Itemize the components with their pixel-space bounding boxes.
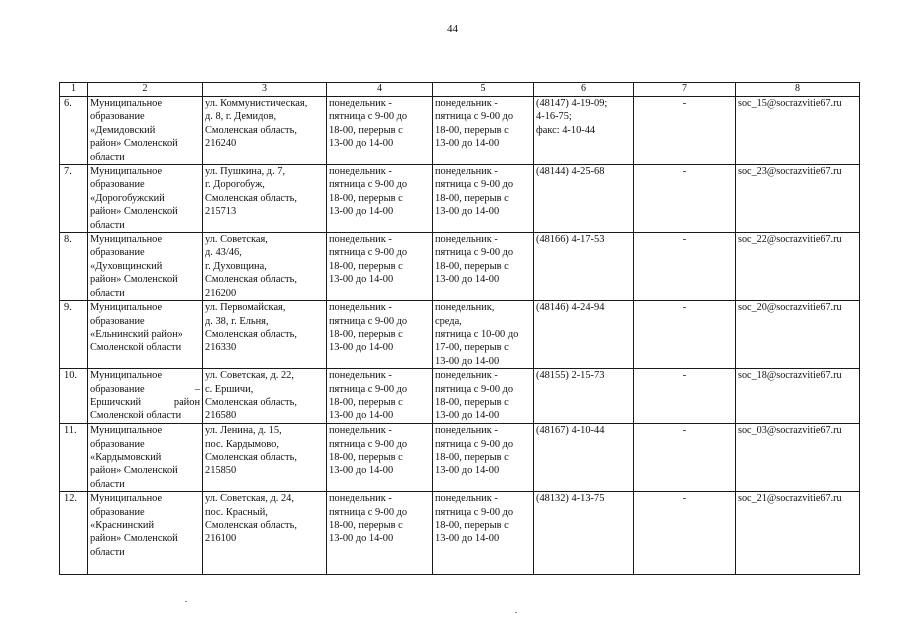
working-hours: понедельник - пятница с 9-00 до 18-00, перерыв с 13-00 до 14-00 <box>327 492 433 575</box>
name-line: Ершичский район <box>90 396 200 408</box>
reception-hours: понедельник - пятница с 9-00 до 18-00, перерыв с 13-00 до 14-00 <box>433 492 534 575</box>
column-header: 2 <box>88 83 203 97</box>
municipality-name: Муниципальное образование «Духовщинский район» Смоленской области <box>88 233 203 301</box>
table-row <box>60 97 860 165</box>
social-services-table <box>59 82 860 575</box>
address: ул. Пушкина, д. 7, г. Дорогобуж, Смоленская область, 215713 <box>203 165 327 233</box>
column-7-value: - <box>634 424 736 492</box>
email: soc_21@socrazvitie67.ru <box>736 492 860 575</box>
email: soc_20@socrazvitie67.ru <box>736 301 860 369</box>
phone: (48166) 4-17-53 <box>534 233 634 301</box>
municipality-name: Муниципальное образование «Кардымовский район» Смоленской области <box>88 424 203 492</box>
address: ул. Ленина, д. 15, пос. Кардымово, Смоленская область, 215850 <box>203 424 327 492</box>
working-hours: понедельник - пятница с 9-00 до 18-00, перерыв с 13-00 до 14-00 <box>327 165 433 233</box>
email: soc_03@socrazvitie67.ru <box>736 424 860 492</box>
table-row <box>60 301 860 369</box>
reception-hours: понедельник - пятница с 9-00 до 18-00, перерыв с 13-00 до 14-00 <box>433 165 534 233</box>
column-7-value: - <box>634 492 736 575</box>
reception-hours: понедельник - пятница с 9-00 до 18-00, перерыв с 13-00 до 14-00 <box>433 369 534 424</box>
table-row <box>60 165 860 233</box>
table-row <box>60 492 860 575</box>
municipality-name: Муниципальное образование «Демидовский район» Смоленской области <box>88 97 203 165</box>
working-hours: понедельник - пятница с 9-00 до 18-00, перерыв с 13-00 до 14-00 <box>327 301 433 369</box>
column-header: 4 <box>327 83 433 97</box>
email: soc_22@socrazvitie67.ru <box>736 233 860 301</box>
phone: (48146) 4-24-94 <box>534 301 634 369</box>
email: soc_15@socrazvitie67.ru <box>736 97 860 165</box>
column-7-value: - <box>634 369 736 424</box>
row-number: 6. <box>60 97 88 165</box>
column-header: 3 <box>203 83 327 97</box>
municipality-name <box>88 369 203 424</box>
reception-hours: понедельник - пятница с 9-00 до 18-00, перерыв с 13-00 до 14-00 <box>433 424 534 492</box>
column-7-value: - <box>634 97 736 165</box>
scan-speck <box>185 601 187 602</box>
row-number: 12. <box>60 492 88 575</box>
working-hours: понедельник - пятница с 9-00 до 18-00, перерыв с 13-00 до 14-00 <box>327 424 433 492</box>
column-header: 1 <box>60 83 88 97</box>
column-header: 5 <box>433 83 534 97</box>
email: soc_23@socrazvitie67.ru <box>736 165 860 233</box>
name-line: Муниципальное <box>90 370 163 382</box>
working-hours: понедельник - пятница с 9-00 до 18-00, перерыв с 13-00 до 14-00 <box>327 97 433 165</box>
phone: (48144) 4-25-68 <box>534 165 634 233</box>
column-number-row <box>60 83 860 97</box>
working-hours: понедельник - пятница с 9-00 до 18-00, перерыв с 13-00 до 14-00 <box>327 369 433 424</box>
reception-hours: понедельник - пятница с 9-00 до 18-00, перерыв с 13-00 до 14-00 <box>433 233 534 301</box>
name-line: Смоленской области <box>90 410 182 422</box>
column-header: 8 <box>736 83 860 97</box>
phone: (48147) 4-19-09; 4-16-75; факс: 4-10-44 <box>534 97 634 165</box>
address: ул. Коммунистическая, д. 8, г. Демидов, Смоленская область, 216240 <box>203 97 327 165</box>
row-number: 9. <box>60 301 88 369</box>
row-number: 7. <box>60 165 88 233</box>
email: soc_18@socrazvitie67.ru <box>736 369 860 424</box>
column-header: 6 <box>534 83 634 97</box>
scan-speck <box>515 612 517 613</box>
phone: (48155) 2-15-73 <box>534 369 634 424</box>
column-header: 7 <box>634 83 736 97</box>
municipality-name: Муниципальное образование «Краснинский район» Смоленской области <box>88 492 203 575</box>
address: ул. Советская, д. 24, пос. Красный, Смоленская область, 216100 <box>203 492 327 575</box>
table-row <box>60 369 860 424</box>
row-number: 8. <box>60 233 88 301</box>
address: ул. Советская, д. 22, с. Ершичи, Смоленская область, 216580 <box>203 369 327 424</box>
reception-hours: понедельник, среда, пятница с 10-00 до 17-00, перерыв с 13-00 до 14-00 <box>433 301 534 369</box>
municipality-name: Муниципальное образование «Ельнинский район» Смоленской области <box>88 301 203 369</box>
working-hours: понедельник - пятница с 9-00 до 18-00, перерыв с 13-00 до 14-00 <box>327 233 433 301</box>
page-number: 44 <box>447 23 458 35</box>
table-row <box>60 233 860 301</box>
address: ул. Советская, д. 43/46, г. Духовщина, Смоленская область, 216200 <box>203 233 327 301</box>
phone: (48167) 4-10-44 <box>534 424 634 492</box>
phone: (48132) 4-13-75 <box>534 492 634 575</box>
column-7-value: - <box>634 301 736 369</box>
row-number: 11. <box>60 424 88 492</box>
reception-hours: понедельник - пятница с 9-00 до 18-00, перерыв с 13-00 до 14-00 <box>433 97 534 165</box>
table-row <box>60 424 860 492</box>
address: ул. Первомайская, д. 38, г. Ельня, Смоленская область, 216330 <box>203 301 327 369</box>
row-number: 10. <box>60 369 88 424</box>
municipality-name: Муниципальное образование «Дорогобужский район» Смоленской области <box>88 165 203 233</box>
name-line: образование – <box>90 383 200 395</box>
column-7-value: - <box>634 165 736 233</box>
column-7-value: - <box>634 233 736 301</box>
